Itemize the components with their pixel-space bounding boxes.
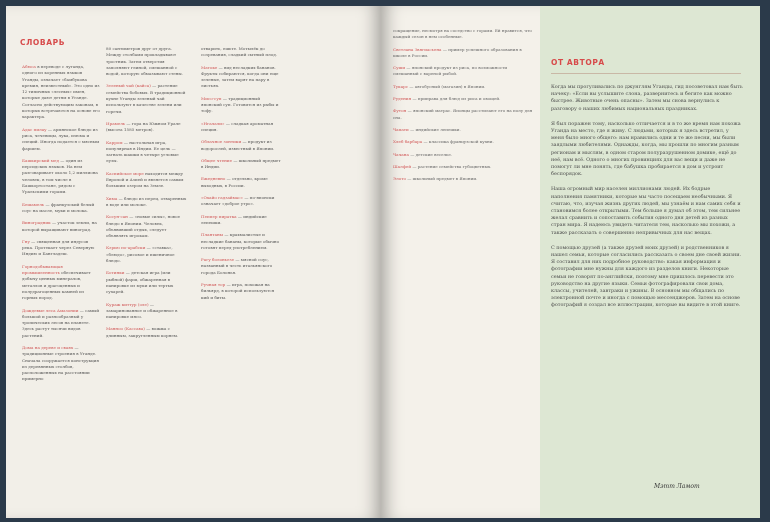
glossary-entry xyxy=(106,140,188,165)
glossary-term: Облачное зонтики xyxy=(201,139,242,145)
glossary-definition: — детская игра (или рыбной) фарш, обжаренная в панировке из муки или тертых сухарей. xyxy=(106,270,174,295)
glossary-term: Косун-сан xyxy=(106,214,128,220)
glossary-entry xyxy=(106,83,188,114)
glossary-entry xyxy=(22,202,100,215)
author-title: ОТ АВТОРА xyxy=(551,58,605,67)
glossary-term: Пеппер пиратка xyxy=(201,213,237,219)
glossary-term: Манноо (Кассава) xyxy=(106,326,145,332)
glossary-definition: — растение семейства бобовых. В традиционной кухне Уганды зеленый чай используют в качестве зелени или горечи. xyxy=(106,83,186,114)
glossary-definition: — японский продукт из риса, по возможности смешанный с вареной рыбой. xyxy=(393,65,508,77)
glossary-entry xyxy=(201,139,281,152)
glossary-entry xyxy=(393,96,533,102)
glossary-term: Карром xyxy=(106,139,123,145)
glossary-definition: — растение семейства губоцветных. xyxy=(412,163,492,169)
glossary-column-3 xyxy=(201,46,281,307)
glossary-entry xyxy=(106,121,188,134)
glossary-definition: 80 сантиметров друг от друга. Между столбами прокладывают тростник. Затем отверстия заполняют глиной, смешанной с водой, которую обмазывают стены. xyxy=(106,46,183,77)
glossary-entry xyxy=(201,46,281,59)
glossary-entry xyxy=(201,96,281,115)
glossary-entry xyxy=(393,28,533,41)
glossary-entry xyxy=(393,139,533,145)
glossary-definition: — традиционный японский суп. Готовится из рыбы и тофу. xyxy=(201,95,279,114)
glossary-definition: — индийские лепешки. xyxy=(201,213,267,225)
glossary-term: Абюса xyxy=(22,64,36,69)
glossary-entry xyxy=(22,345,100,383)
glossary-term: Рудения xyxy=(393,96,412,102)
glossary-term: Адас пилау xyxy=(22,126,47,132)
glossary-definition: — продукт из водорослей, известный в Японии. xyxy=(201,139,275,151)
glossary-definition: — «новые силы», новое блюдо в Японии. Человек, объявивший отдых, следует объявлять игрокам. xyxy=(106,214,180,239)
glossary-term: Ручная тор xyxy=(201,282,226,288)
glossary-term: Матоке xyxy=(201,64,218,70)
glossary-title: СЛОВАРЬ xyxy=(20,38,66,47)
glossary-column-2 xyxy=(106,46,188,345)
glossary-definition: — священная для индусов река. Протекает через Северную Индию и Бангладеш. xyxy=(22,238,95,257)
glossary-entry xyxy=(201,176,281,189)
glossary-term: Шалфей xyxy=(393,163,412,169)
author-paragraph-2: Я был поражен тому, насколько отличается и в то же время нам похожа Уганда на место, где я живу. С людьми, которых я здесь встретил, у меня было много общего: нам нравились одни и те же песни, мы были заядлыми любителями. Однажды, когда, мы прошли по многим разным регионам и мыслям, в одном старом полуразрушенном домике, ещё до неё, нам всё. Одного о многих провинциях для вас вещи и даже не помогут ли мне понять, где бабушка пробирается в дом и устроит беспорядок. xyxy=(551,120,741,178)
glossary-definition: — традиционные строения в Уганде. Сначала сооружается конструкция из деревянных столбов, расположенных на расстоянии примерно xyxy=(22,344,99,382)
glossary-entry xyxy=(201,282,281,301)
glossary-definition: — классика французской кухни. xyxy=(423,139,494,145)
author-page xyxy=(381,6,760,518)
author-paragraph-3: Наша огромный мир населен миллионами людей. Их бодрые наполнения памятники, которые мы часто посещаем необычными. Я считаю, что, изучая жизнь других людей, мы узнаём и нам самих себя и становимся более открытыми. Тем больше я думал об этом, тем сильнее желал сравнить и сопоставить события одного дня детей из разных стран мира. Я надеюсь увидеть читателя тем, насколько мы похожи, а также рассказать о совершенно непривычных для нас вещах. xyxy=(551,186,741,236)
glossary-entry xyxy=(106,214,188,239)
glossary-definition: — мясной соус, названный в честь итальянского города Болонья. xyxy=(201,257,273,275)
glossary-entry xyxy=(201,65,281,90)
glossary-term: Ежедневно xyxy=(201,176,226,182)
glossary-term: Башкирский мед xyxy=(22,157,59,163)
glossary-definition: — школьный предмет в Индии. xyxy=(201,157,281,170)
glossary-term: Футон xyxy=(393,108,407,114)
glossary-definition: — крахмалистые и несладкие бананы, которые обычно готовят перед употреблением. xyxy=(201,232,280,250)
glossary-definition: — настольная игра, популярная в Индии. Ее цель — загнать шашки в четыре угловые лузы. xyxy=(106,139,179,164)
glossary-entry xyxy=(22,127,100,152)
glossary-definition: — пример успешного образования в школе в России. xyxy=(393,46,522,58)
glossary-entry xyxy=(201,195,281,208)
glossary-term: Ботинки xyxy=(106,270,125,276)
glossary-entry xyxy=(106,270,188,295)
glossary-definition: — японский матрас. Японцы расстилают его на полу для сна. xyxy=(393,108,533,120)
glossary-term: Дома на дереве и сваях xyxy=(22,344,74,350)
glossary-entry xyxy=(201,232,281,251)
glossary-definition: в переводе с луганда, одного из коренных языков Уганды, означает «бамбукова кремия, неизвестный». Это одно из 12 типичных «лесных» имен, которые дают детям в Уганде. Согласно действующим законам, в которых встречаются на основе его характера. xyxy=(22,64,100,120)
glossary-definition: обеспечивает добычу ценных минералов, металлов и драгоценных и полудрагоценных камней из горных пород. xyxy=(22,270,91,301)
glossary-term: «Нгалали» xyxy=(201,120,225,126)
glossary-entry xyxy=(106,302,188,321)
glossary-term: Общее чтение xyxy=(201,157,233,163)
glossary-entry xyxy=(201,121,281,134)
glossary-definition: — отдельно, кроме выходных, в России. xyxy=(201,176,268,188)
glossary-continued xyxy=(393,28,533,188)
glossary-entry xyxy=(393,65,533,78)
glossary-entry xyxy=(201,158,281,171)
glossary-term: Тукарс xyxy=(393,83,409,89)
glossary-term: «Охайо гадзаймас» xyxy=(201,195,244,201)
glossary-term: Элото xyxy=(393,176,406,182)
glossary-entry xyxy=(22,64,100,121)
glossary-term: Зеленый чай (кайса) xyxy=(106,83,151,89)
glossary-term: Мисо-суп xyxy=(201,95,222,101)
glossary-definition: — самый большой и разнообразный у тропических лесов на планете. Здесь растут тысячи видов растений. xyxy=(22,307,100,338)
author-text xyxy=(551,84,743,318)
glossary-term: Рагу болоньезе xyxy=(201,257,235,263)
glossary-definition: — французский белый соус на масле, муки и молока. xyxy=(22,201,95,213)
glossary-entry xyxy=(393,84,533,90)
author-paragraph-1: Когда мы прогуливались по джунглям Уганды, гид посоветовал нам быть начеку: «Если вы услышите слона, развернитесь и бегите как можно быстрее. Животные очень опасны». Затем мы снова вернулись к разговору о наших любимых национальных праздниках. xyxy=(551,84,743,112)
glossary-entry xyxy=(393,152,533,158)
glossary-term: Хима xyxy=(106,195,118,201)
glossary-entry xyxy=(106,196,188,209)
glossary-entry xyxy=(22,264,100,302)
glossary-definition: — блюдо из перец, отваренных в воде или молоке. xyxy=(106,195,187,207)
glossary-entry xyxy=(393,108,533,121)
glossary-term: Дождевые леса Амазонии xyxy=(22,307,79,313)
glossary-entry xyxy=(201,257,281,276)
glossary-term: Суши xyxy=(393,65,406,71)
glossary-entry xyxy=(393,164,533,170)
glossary-definition: — автобусный (магазин) в Японии. xyxy=(409,83,486,89)
glossary-definition: — детские веселье. xyxy=(410,151,453,157)
glossary-term: Плантаны xyxy=(201,232,224,238)
glossary-term: Каспийское море xyxy=(106,170,144,176)
glossary-definition: — вожжа с длинным, закругленным корнем. xyxy=(106,326,179,338)
glossary-term: Виноградник xyxy=(22,220,51,226)
glossary-definition: — индийские лепешки. xyxy=(410,126,461,132)
glossary-entry xyxy=(106,46,188,77)
glossary-term: Кэрью по-арабски xyxy=(106,245,146,251)
glossary-definition: отварить, ешьте. Мотылёк до созревания, сладкий сытный плод. xyxy=(201,46,278,58)
glossary-term: Хлеб барбара xyxy=(393,139,423,145)
glossary-term: Чапати xyxy=(393,126,409,132)
glossary-definition: — замаринованное и обжаренное в панировке мясо. xyxy=(106,301,178,320)
glossary-entry xyxy=(22,220,100,233)
glossary-page xyxy=(6,6,381,518)
glossary-entry xyxy=(393,176,533,182)
glossary-term: Гну xyxy=(22,238,30,244)
glossary-entry xyxy=(22,308,100,339)
glossary-definition: — участок земли, на которой выращивают виноград. xyxy=(22,220,97,232)
glossary-term: Горнодобывающая промышленность xyxy=(22,263,63,276)
glossary-term: Чачана xyxy=(393,151,409,157)
glossary-definition: — игра, похожая на бильярд, в которой используются кий и биты. xyxy=(201,282,275,300)
glossary-definition: — гора на Южном Урале (высота 1585 метров). xyxy=(106,120,181,133)
glossary-definition: — школьный предмет в Японии. xyxy=(407,176,478,182)
glossary-entry xyxy=(106,245,188,264)
glossary-entry xyxy=(106,326,188,339)
glossary-entry xyxy=(201,214,281,227)
glossary-definition: находится между Европой и Азией и является самым большим озером на Земле. xyxy=(106,170,184,189)
glossary-term: Бешамель xyxy=(22,201,45,207)
glossary-term: Ирамель xyxy=(106,120,126,126)
glossary-entry xyxy=(106,171,188,190)
glossary-definition: — по-японски означает «доброе утро». xyxy=(201,195,275,207)
glossary-entry xyxy=(393,127,533,133)
glossary-entry xyxy=(22,239,100,258)
glossary-definition: — один из персидских языков. На нем разговаривает около 1,2 миллиона человек, в том числе в Башкортостане, рядом с Уральскими горами. xyxy=(22,157,98,195)
glossary-entry xyxy=(22,158,100,196)
glossary-definition: — сладкая ароматная специя. xyxy=(201,120,274,132)
glossary-definition: — «ставка», «блюдо», рисовое и пшеничное блюдо. xyxy=(106,245,175,264)
glossary-definition: сокращение, несмотря на соседство с горами. Ей нравится, что каждый сезон в нем особенные. xyxy=(393,28,532,40)
glossary-entry xyxy=(393,47,533,60)
glossary-column-1 xyxy=(22,64,100,389)
author-paragraph-4: С помощью друзей (а также друзей моих друзей) и родственников я нашел семьи, которые согласились рассказать о своем дне своей жизни. Я составил для них подробное руководство: какая информация и фотографии мне нужны для каждого из разделов книги. Некоторые семьи не говорят по-английски, поэтому мне пришлось перевести это руководство на другие языки. Семьи фотографировали свои дома, классы, учителей, завтраки и ужины. В основном мы общались по электронной почте и иногда с помощью мессенджеров. Затем на основе фотографий я создал все иллюстрации, которые вы видите в этой книге. xyxy=(551,244,742,309)
glossary-definition: — приправа для блюд из риса и овощей. xyxy=(412,96,501,102)
author-signature: Мэтт Ламот xyxy=(654,483,700,490)
divider xyxy=(551,73,741,74)
glossary-definition: — армянское блюдо из риса, чечевицы, лука, изюма и специй. Иногда подается с мясным фаршем. xyxy=(22,126,100,151)
glossary-definition: — вид несладких бананов. Фрукты собираются, когда они еще зеленые, затем варят на пару в листьях. xyxy=(201,64,279,89)
glossary-term: Кураж киттур (оле) xyxy=(106,301,149,307)
glossary-term: Светлана Звягиасьена xyxy=(393,46,442,52)
